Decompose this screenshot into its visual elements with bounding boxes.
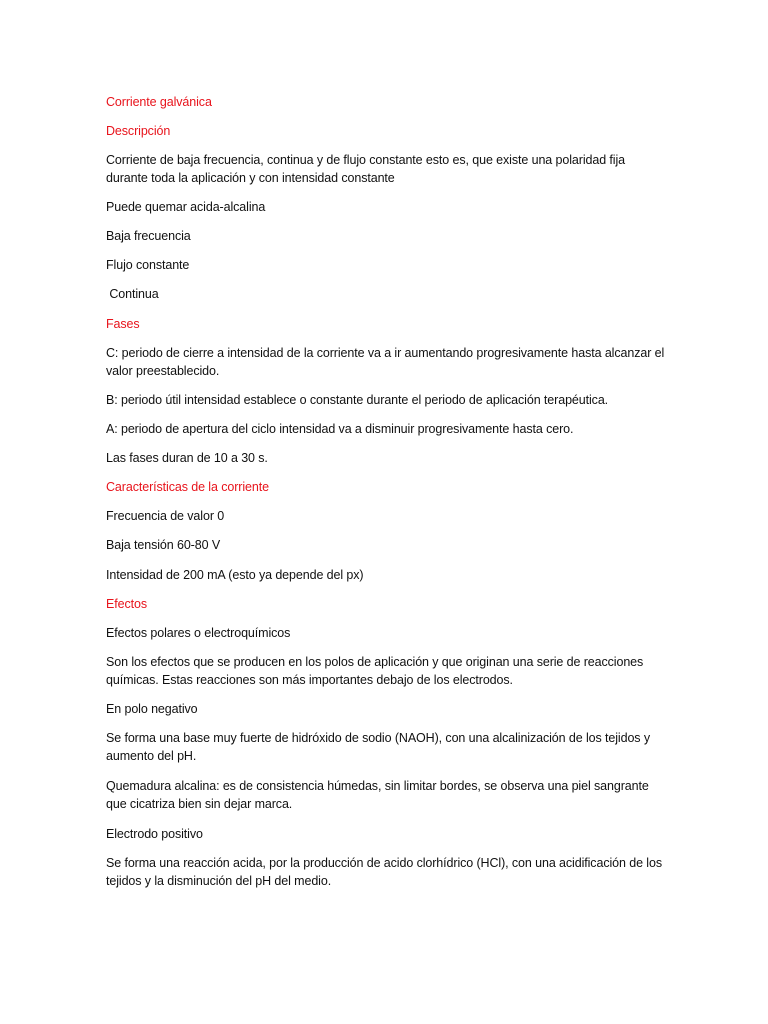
- fase-a-paragraph: A: periodo de apertura del ciclo intensidad va a disminuir progresivamente hasta cero.: [106, 422, 574, 436]
- efectos-heading: Efectos: [106, 597, 147, 611]
- document-title: Corriente galvánica: [106, 95, 212, 109]
- item-flujo-constante: Flujo constante: [106, 258, 190, 272]
- efectos-paragraph: Son los efectos que se producen en los polos de aplicación y que originan una serie de reacciones químicas. Estas reacciones son más importantes debajo de los electrodos.: [106, 655, 644, 687]
- electrodo-positivo-paragraph: Se forma una reacción acida, por la producción de acido clorhídrico (HCl), con una acidificación de los tejidos y la disminución del pH del medio.: [106, 856, 662, 888]
- efectos-polares: Efectos polares o electroquímicos: [106, 626, 291, 640]
- polo-negativo-label: En polo negativo: [106, 702, 198, 716]
- car-intensidad: Intensidad de 200 mA (esto ya depende del px): [106, 568, 364, 582]
- fases-heading: Fases: [106, 317, 140, 331]
- item-baja-frecuencia: Baja frecuencia: [106, 229, 191, 243]
- item-quemar: Puede quemar acida-alcalina: [106, 200, 266, 214]
- fase-b-paragraph: B: periodo útil intensidad establece o constante durante el periodo de aplicación terapéutica.: [106, 393, 609, 407]
- fase-c-paragraph: C: periodo de cierre a intensidad de la corriente va a ir aumentando progresivamente hasta alcanzar el valor preestablecido.: [106, 346, 665, 378]
- descripcion-heading: Descripción: [106, 124, 171, 138]
- descripcion-paragraph: Corriente de baja frecuencia, continua y de flujo constante esto es, que existe una polaridad fija durante toda la aplicación y con intensidad constante: [106, 153, 626, 185]
- item-continua: Continua: [106, 287, 159, 301]
- fases-duracion: Las fases duran de 10 a 30 s.: [106, 451, 268, 465]
- quemadura-alcalina-paragraph: Quemadura alcalina: es de consistencia húmedas, sin limitar bordes, se observa una piel sangrante que cicatriza bien sin dejar marca.: [106, 779, 649, 811]
- car-tension: Baja tensión 60-80 V: [106, 538, 221, 552]
- polo-negativo-paragraph: Se forma una base muy fuerte de hidróxido de sodio (NAOH), con una alcalinización de los tejidos y aumento del pH.: [106, 731, 650, 763]
- car-frecuencia: Frecuencia de valor 0: [106, 509, 225, 523]
- caracteristicas-heading: Características de la corriente: [106, 480, 269, 494]
- electrodo-positivo-label: Electrodo positivo: [106, 827, 203, 841]
